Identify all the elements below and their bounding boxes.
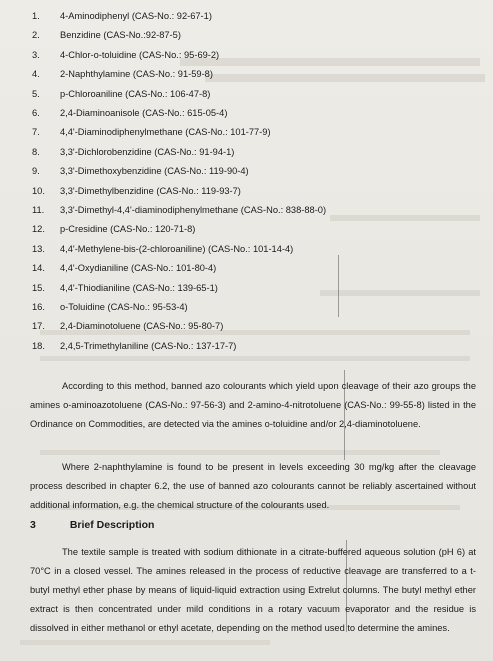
list-text: o-Toluidine (CAS-No.: 95-53-4) [60, 301, 188, 312]
list-item [32, 278, 487, 297]
list-item [32, 162, 487, 181]
list-item [32, 143, 487, 162]
list-item [32, 46, 487, 65]
list-number: 2. [32, 30, 40, 41]
list-item [32, 7, 487, 26]
bleed-through-band [40, 450, 440, 455]
list-text: Benzidine (CAS-No.:92-87-5) [60, 30, 181, 41]
list-text: 3,3'-Dimethoxybenzidine (CAS-No.: 119-90-4) [60, 166, 249, 177]
list-item [32, 201, 487, 220]
list-item [32, 182, 487, 201]
list-item [32, 220, 487, 239]
bleed-through-band [20, 640, 270, 645]
list-text: 4,4'-Diaminodiphenylmethane (CAS-No.: 101-77-9) [60, 127, 271, 138]
list-number: 9. [32, 166, 40, 177]
paragraph-naphthylamine-note: Where 2-naphthylamine is found to be present in levels exceeding 30 mg/kg after the cleavage process described in chapter 6.2, the use of banned azo colourants cannot be reliably ascertained without additional information, e.g. the chemical structure of the colourants used. [30, 462, 476, 510]
list-number: 18. [32, 340, 45, 351]
list-text: 3,3'-Dimethylbenzidine (CAS-No.: 119-93-7) [60, 185, 241, 196]
list-number: 8. [32, 146, 40, 157]
list-number: 13. [32, 243, 45, 254]
list-number: 16. [32, 301, 45, 312]
list-item [32, 298, 487, 317]
list-text: 4-Chlor-o-toluidine (CAS-No.: 95-69-2) [60, 49, 220, 60]
list-text: 3,3'-Dichlorobenzidine (CAS-No.: 91-94-1) [60, 146, 235, 157]
list-item [32, 317, 487, 336]
list-number: 3. [32, 49, 40, 60]
list-text: 4-Aminodiphenyl (CAS-No.: 92-67-1) [60, 11, 212, 22]
section-title: Brief Description [69, 519, 155, 531]
list-item [32, 65, 487, 84]
list-number: 15. [32, 282, 45, 293]
list-item [32, 26, 487, 45]
list-text: 4,4'-Oxydianiline (CAS-No.: 101-80-4) [60, 263, 217, 274]
list-number: 4. [32, 69, 40, 80]
list-number: 7. [32, 127, 40, 138]
list-number: 5. [32, 88, 40, 99]
list-item [32, 123, 487, 142]
list-text: 2,4-Diaminotoluene (CAS-No.: 95-80-7) [60, 321, 224, 332]
section-number: 3 [30, 519, 36, 531]
list-number: 17. [32, 321, 45, 332]
list-text: p-Cresidine (CAS-No.: 120-71-8) [60, 224, 196, 235]
list-number: 14. [32, 263, 45, 274]
list-number: 10. [32, 185, 45, 196]
paragraph-method-note: According to this method, banned azo colourants which yield upon cleavage of their azo groups the amines o-aminoazotoluene (CAS-No.: 97-56-3) and 2-amino-4-nitrotoluene (CAS-No.: 99-55-8) listed in the Ordinance on Commodities, are detected via the amines o-toluidine and/or 2,4-diaminotoluene. [30, 381, 476, 429]
amine-list [32, 7, 487, 356]
list-text: 3,3'-Dimethyl-4,4'-diaminodiphenylmethane (CAS-No.: 838-88-0) [60, 204, 327, 215]
list-item [32, 337, 487, 356]
list-number: 6. [32, 108, 40, 118]
list-number: 1. [32, 11, 40, 22]
list-item [32, 104, 487, 123]
list-text: 2,4-Diaminoanisole (CAS-No.: 615-05-4) [60, 108, 228, 118]
bleed-through-band [40, 356, 470, 361]
paragraph-brief-description: The textile sample is treated with sodium dithionate in a citrate-buffered aqueous solution (pH 6) at 70°C in a closed vessel. The amines released in the process of reductive cleavage are transferred to a t-butyl methyl ether phase by means of liquid-liquid extraction using Extrelut columns. The butyl methyl ether extract is then concentrated under mild conditions in a rotary vacuum evaporator and the residue is dissolved in either methanol or ethyl acetate, depending on the method used to determine the amines. [30, 547, 476, 633]
list-text: 4,4'-Thiodianiline (CAS-No.: 139-65-1) [60, 282, 218, 293]
list-item [32, 259, 487, 278]
list-text: 2-Naphthylamine (CAS-No.: 91-59-8) [60, 69, 213, 80]
list-text: p-Chloroaniline (CAS-No.: 106-47-8) [60, 88, 211, 99]
list-text: 4,4'-Methylene-bis-(2-chloroaniline) (CAS-No.: 101-14-4) [60, 243, 294, 254]
list-number: 11. [32, 204, 45, 215]
list-item [32, 240, 487, 259]
section-heading [30, 519, 154, 531]
list-text: 2,4,5-Trimethylaniline (CAS-No.: 137-17-7) [60, 340, 237, 351]
list-item [32, 85, 487, 104]
list-number: 12. [32, 224, 45, 235]
